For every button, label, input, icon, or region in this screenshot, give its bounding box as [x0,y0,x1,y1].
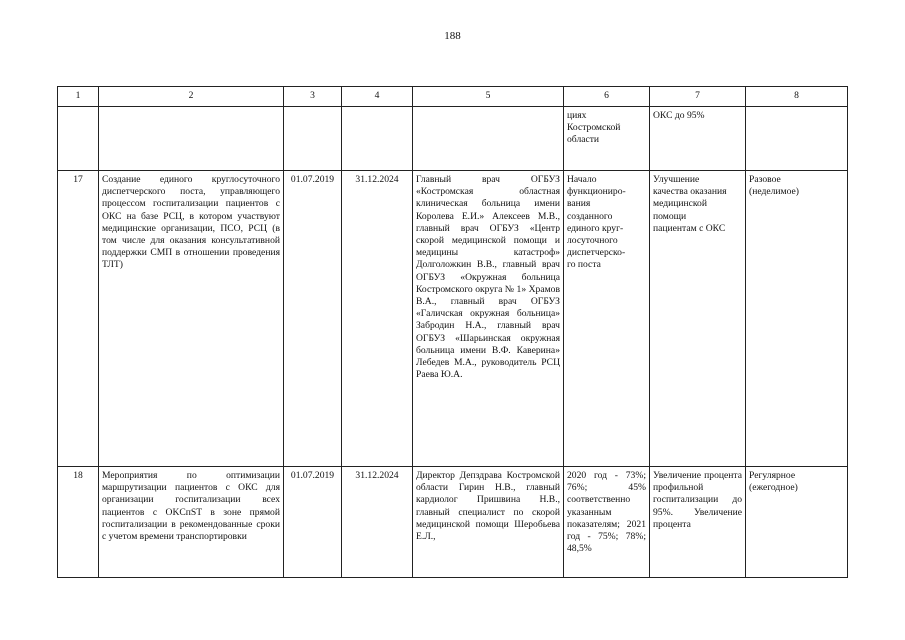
header-cell: 2 [99,87,284,107]
header-cell: 1 [58,87,99,107]
header-cell: 5 [413,87,564,107]
measure-name: Создание единого круглосуточного диспетчерского поста, управляющего процессом госпитализации пациентов с ОКС на базе РСЦ, в котором участвуют медицинские организации, ПСО, РСЦ (в том числе для оказания консультативной поддержки СМП в отношении проведения ТЛТ) [99,171,284,467]
responsible: Главный врач ОГБУЗ «Костромская областная клиническая больница имени Королева Е.И.» Алексеев М.В., главный врач ОГБУЗ «Центр скорой медицинской помощи и медицины катастроф» Долголожкин В.В., главный врач ОГБУЗ «Окружная больница Костромского округа № 1» Храмов В.А., главный врач ОГБУЗ «Галичская окружная больница» Забродин Н.А., главный врач ОГБУЗ «Шарьинская окружная больница имени В.Ф. Каверина» Лебедев М.А., руководитель РСЦ Раева Ю.А. [413,171,564,467]
table-row [58,467,848,578]
header-cell: 3 [284,87,342,107]
end-date: 31.12.2024 [342,171,413,467]
page-number: 188 [444,30,461,42]
table-row [58,107,848,171]
table-row [58,171,848,467]
measure-name [99,107,284,171]
measure-type: Регулярное (ежегодное) [746,467,848,578]
header-row [58,87,848,107]
measure-type: Разовое (неделимое) [746,171,848,467]
header-cell: 8 [746,87,848,107]
measure-type [746,107,848,171]
header-cell: 6 [564,87,650,107]
result: Начало функциониро- вания созданного единого круг- лосуточного диспетчерско- го поста [564,171,650,467]
indicator: ОКС до 95% [650,107,746,171]
measure-name: Мероприятия по оптимизации маршрутизации пациентов с ОКС для организации госпитализации всех пациентов с OKCпST в зоне прямой госпитализации в рекомендованные сроки с учетом времени транспортировки [99,467,284,578]
result: 2020 год - 73%; 76%; 45% соответственно указанным показателям; 2021 год - 75%; 78%; 48,5% [564,467,650,578]
responsible [413,107,564,171]
start-date: 01.07.2019 [284,467,342,578]
header-cell: 4 [342,87,413,107]
measures-table [57,86,848,578]
indicator: Увеличение процента профильной госпитализации до 95%. Увеличение процента [650,467,746,578]
indicator: Улучшение качества оказания медицинской помощи пациентам с ОКС [650,171,746,467]
start-date: 01.07.2019 [284,171,342,467]
responsible: Директор Депздрава Костромской области Гирин Н.В., главный кардиолог Пришвина Н.В., главный специалист по скорой медицинской помощи Шеробьева Е.Л., [413,467,564,578]
end-date: 31.12.2024 [342,467,413,578]
row-number [58,107,99,171]
header-cell: 7 [650,87,746,107]
row-number: 18 [58,467,99,578]
end-date [342,107,413,171]
start-date [284,107,342,171]
row-number: 17 [58,171,99,467]
result: циях Костромской области [564,107,650,171]
